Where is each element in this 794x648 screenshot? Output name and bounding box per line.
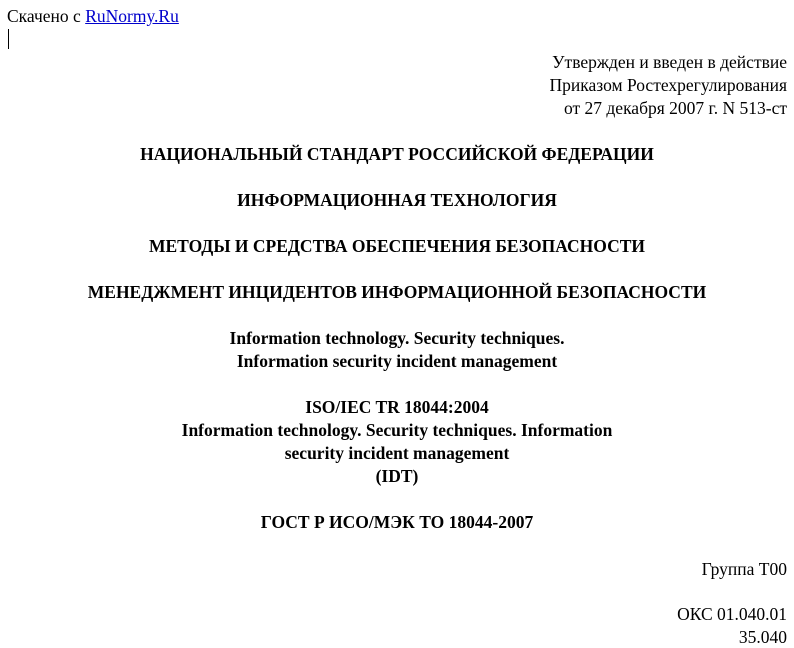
english-title-line-1: Information technology. Security techniques. — [229, 328, 565, 348]
approval-line-1: Утвержден и введен в действие — [552, 52, 787, 72]
oks-code-2: 35.040 — [738, 627, 787, 647]
source-line — [7, 5, 179, 27]
iso-title-line-2: security incident management — [284, 443, 510, 463]
title-incident-management: МЕНЕДЖМЕНТ ИНЦИДЕНТОВ ИНФОРМАЦИОННОЙ БЕЗОПАСНОСТИ — [87, 282, 707, 302]
english-title-line-2: Information security incident management — [236, 351, 558, 371]
iso-code: ISO/IEC TR 18044:2004 — [305, 397, 489, 417]
title-security-methods: МЕТОДЫ И СРЕДСТВА ОБЕСПЕЧЕНИЯ БЕЗОПАСНОСТИ — [148, 236, 646, 256]
gost-code: ГОСТ Р ИСО/МЭК ТО 18044-2007 — [260, 512, 534, 532]
text-cursor — [8, 29, 9, 49]
source-link[interactable]: RuNormy.Ru — [85, 6, 179, 26]
iso-title-line-1: Information technology. Security techniques. Information — [181, 420, 613, 440]
oks-code-1: ОКС 01.040.01 — [677, 604, 787, 624]
source-label: Скачено с — [7, 6, 81, 26]
title-information-technology: ИНФОРМАЦИОННАЯ ТЕХНОЛОГИЯ — [237, 190, 557, 210]
group-code: Группа Т00 — [701, 559, 787, 579]
iso-equivalence: (IDT) — [375, 466, 419, 486]
title-national-standard: НАЦИОНАЛЬНЫЙ СТАНДАРТ РОССИЙСКОЙ ФЕДЕРАЦИИ — [140, 144, 654, 164]
approval-line-3: от 27 декабря 2007 г. N 513-ст — [563, 98, 787, 118]
approval-line-2: Приказом Ростехрегулирования — [549, 75, 787, 95]
